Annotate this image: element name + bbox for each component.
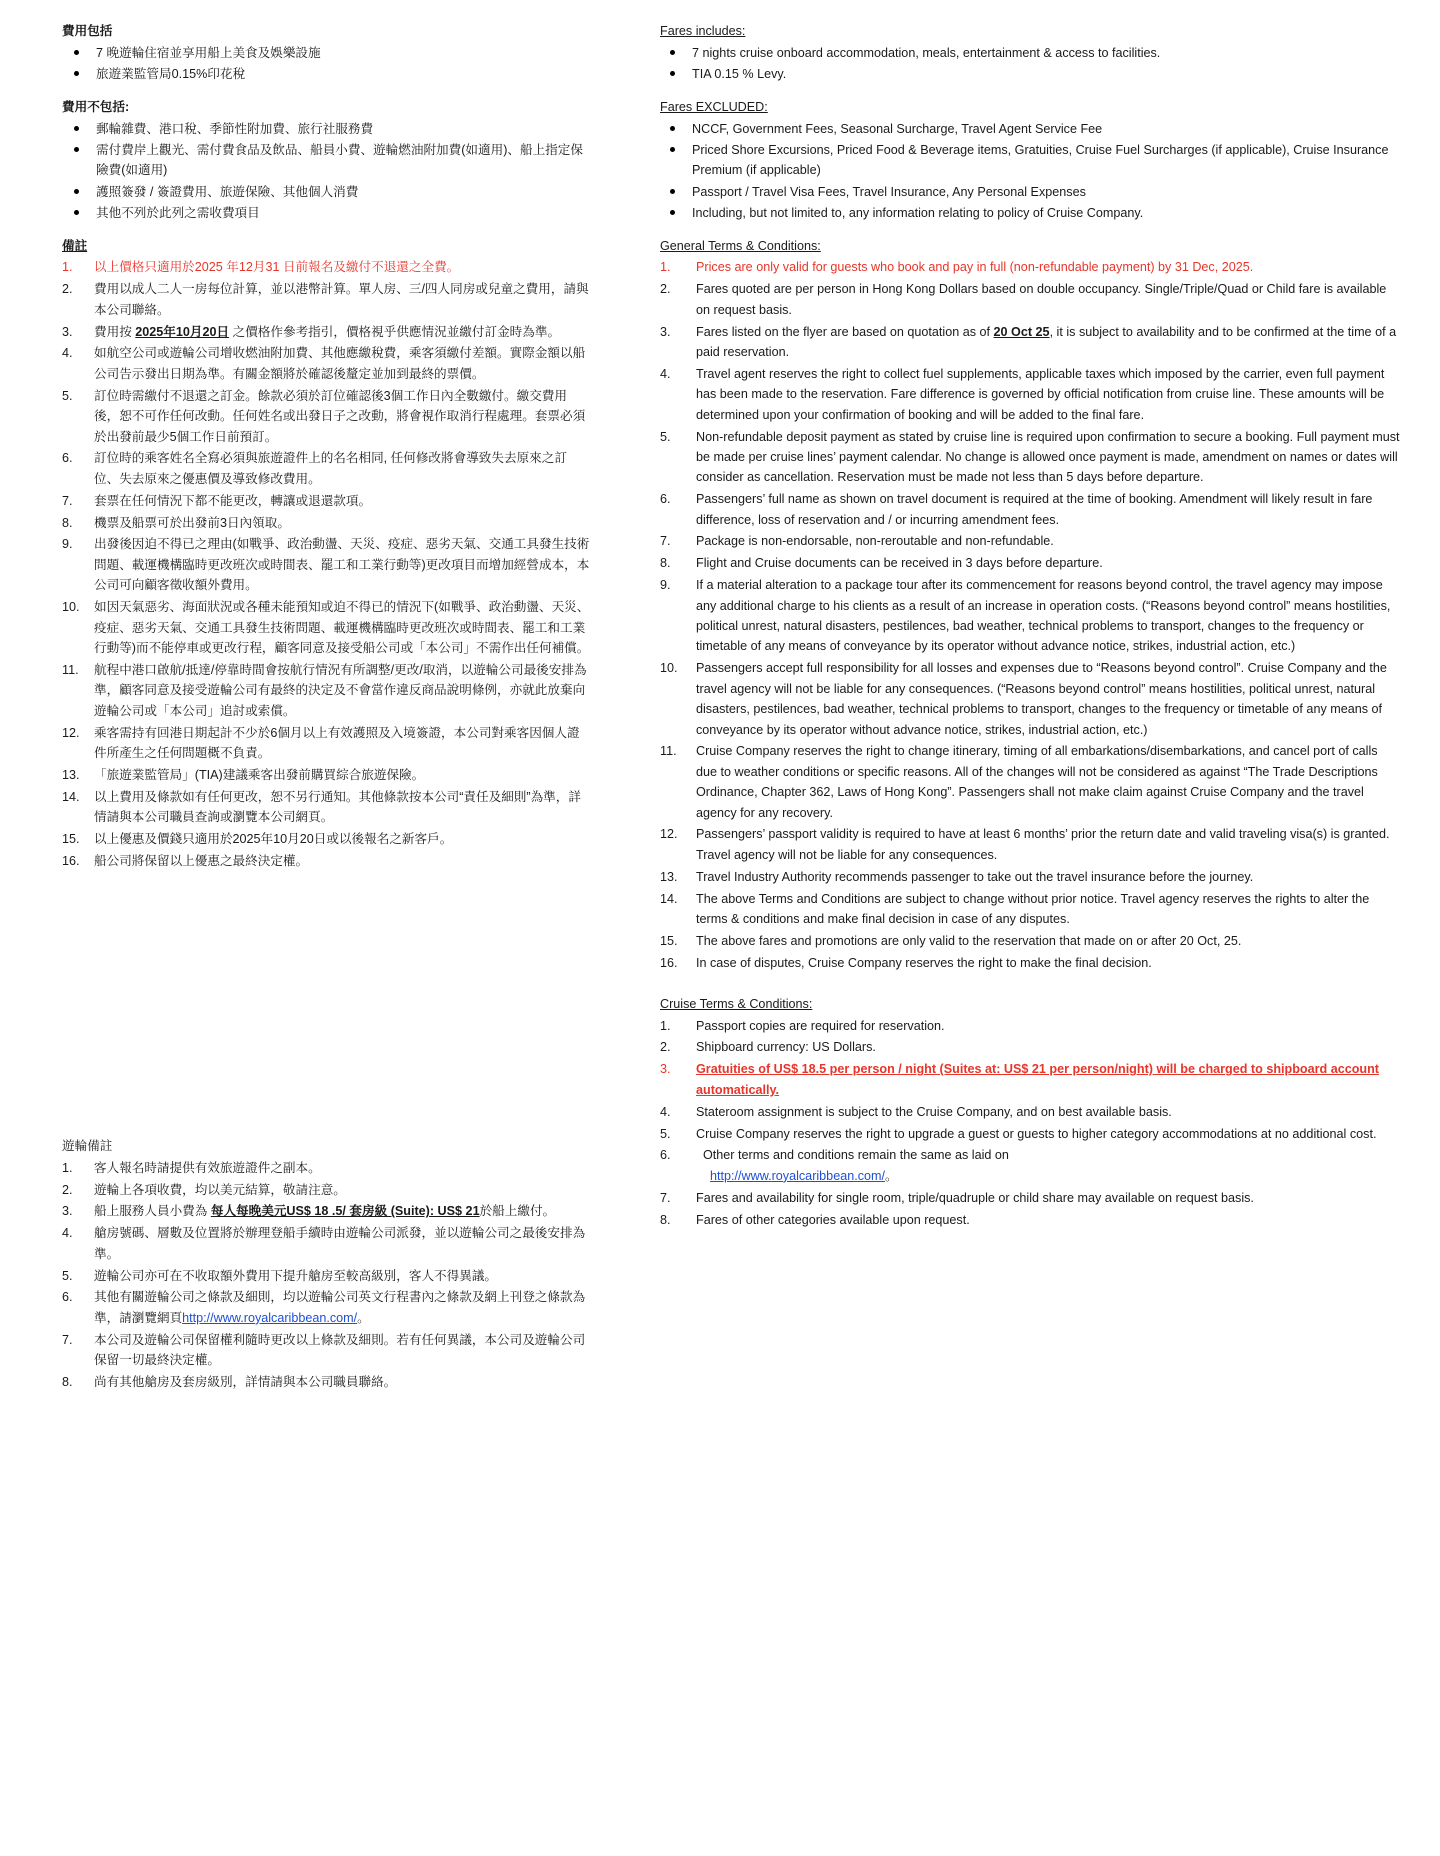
list-item: 旅遊業監管局0.15%印花稅: [62, 64, 592, 84]
list-number: 3.: [660, 1062, 671, 1077]
fares-includes-list-en: [660, 43, 1400, 85]
list-number: 9.: [660, 578, 671, 593]
right-column: [660, 22, 1400, 1856]
list-item: [660, 1059, 1400, 1100]
list-item: [660, 1102, 1400, 1122]
list-text: Flight and Cruise documents can be received in 3 days before departure.: [696, 556, 1103, 571]
list-number: 2.: [62, 1182, 73, 1197]
list-item: [660, 553, 1400, 573]
list-text: 訂位時的乘客姓名全寫必須與旅遊證件上的名名相同, 任何修改將會導致失去原來之訂位、失去原來之優惠價及導致修改費用。: [94, 451, 567, 486]
quote-date-zh: 2025年10月20日: [135, 324, 230, 339]
list-number: 16.: [62, 853, 80, 868]
list-text: 艙房號碼、層數及位置將於辦理登船手續時由遊輪公司派發，並以遊輪公司之最後安排為準。: [94, 1226, 586, 1261]
list-text: If a material alteration to a package tour after its commencement for reasons beyond control, the travel agency may impose any additional charge to his clients as a result of an increase in operation costs. (“Reasons beyond control” means hostilities, political unrest, natural disasters, pestilences, bad weather, technical problems to transport, changes to the frequency or timetable of any means of conveyance by its operator without advance notice, strikes, industrial action, etc.): [696, 578, 1391, 654]
list-text: The above fares and promotions are only valid to the reservation that made on or after 20 Oct, 25.: [696, 933, 1242, 948]
list-item: [660, 824, 1400, 865]
list-number: 1.: [660, 260, 671, 275]
list-number: 12.: [660, 827, 678, 842]
cruise-term-6-text: Other terms and conditions remain the same as laid on: [703, 1148, 1009, 1163]
remarks-heading-zh: 備註: [62, 238, 88, 253]
list-text: 遊輪上各項收費，均以美元結算，敬請注意。: [94, 1182, 346, 1197]
list-text: Fares quoted are per person in Hong Kong Dollars based on double occupancy. Single/Triple/Quad or Child fare is available on request basis.: [696, 282, 1387, 317]
list-item: [660, 575, 1400, 657]
list-number: 4.: [62, 346, 73, 361]
list-text: Stateroom assignment is subject to the Cruise Company, and on best available basis.: [696, 1104, 1172, 1119]
list-number: 6.: [660, 492, 671, 507]
cruise-terms-list: [660, 1016, 1400, 1230]
list-text: 費用以成人二人一房每位計算，並以港幣計算。單人房、三/四人同房或兒童之費用，請與本公司聯絡。: [94, 282, 589, 317]
list-number: 7.: [62, 493, 73, 508]
list-number: 7.: [660, 534, 671, 549]
spacer: [62, 225, 592, 237]
list-number: 1.: [62, 260, 73, 275]
list-item: Including, but not limited to, any information relating to policy of Cruise Company.: [660, 203, 1400, 223]
general-terms-heading: General Terms & Conditions:: [660, 238, 821, 253]
list-item: [660, 1188, 1400, 1208]
list-item: [660, 1037, 1400, 1057]
list-text: 本公司及遊輪公司保留權利隨時更改以上條款及細則。若有任何異議，本公司及遊輪公司保留一切最終決定權。: [94, 1332, 586, 1368]
list-item: [62, 257, 592, 277]
list-number: 7.: [62, 1332, 73, 1347]
list-item: 其他不列於此列之需收費項目: [62, 203, 592, 223]
list-item: 7 晚遊輪住宿並享用船上美食及娛樂設施: [62, 43, 592, 63]
list-text: 船公司將保留以上優惠之最終決定權。: [94, 853, 309, 868]
list-item: [62, 1201, 592, 1221]
fares-includes-heading-en: Fares includes:: [660, 24, 746, 38]
list-number: 6.: [660, 1148, 671, 1163]
list-number: 12.: [62, 725, 80, 740]
list-number: 15.: [62, 831, 80, 846]
list-item: [62, 1266, 592, 1286]
list-item: [62, 723, 592, 764]
list-item: TIA 0.15 % Levy.: [660, 64, 1400, 84]
list-text: 訂位時需繳付不退還之訂金。餘款必須於訂位確認後3個工作日內全數繳付。繳交費用後，恕不可作任何改動。任何姓名或出發日子之改動，將會視作取消行程處理。套票必須於出發前最少5個工作日前預訂。: [94, 388, 586, 444]
spacer: [660, 86, 1400, 98]
list-number: 16.: [660, 955, 678, 970]
list-text: Cruise Company reserves the right to upgrade a guest or guests to higher category accommodations at no additional cost.: [696, 1126, 1377, 1141]
list-text: 乘客需持有回港日期起計不少於6個月以上有效護照及入境簽證，本公司對乘客因個人證件所產生之任何問題概不負責。: [94, 725, 580, 760]
list-text: Fares listed on the flyer are based on quotation as of 20 Oct 25, it is subject to availability and to be confirmed at the time of a paid reservation.: [696, 324, 1397, 359]
list-number: 3.: [660, 324, 671, 339]
list-text: Travel agent reserves the right to collect fuel supplements, applicable taxes which imposed by the carrier, even full payment has been made to the reservation. Fare difference is governed by official notification from cruise line. These amounts will be determined upon your confirmation of booking and will be added to the final fare.: [696, 366, 1385, 422]
list-item: [62, 513, 592, 533]
list-item: [660, 1124, 1400, 1144]
list-number: 11.: [660, 744, 677, 759]
list-item: [660, 867, 1400, 887]
spacer: [62, 86, 592, 98]
list-item: [62, 1330, 592, 1371]
list-item: [660, 279, 1400, 320]
list-text: 出發後因迫不得已之理由(如戰爭、政治動盪、天災、疫症、惡劣天氣、交通工具發生技術問題、載運機構臨時更改班次或時間表、罷工和工業行動等)更改項目而增加經營成本，本公司可向顧客徵收額外費用。: [94, 537, 590, 593]
cruise-remarks-heading-zh: 遊輪備註: [62, 1138, 113, 1153]
list-item: [660, 257, 1400, 277]
list-text: Fares of other categories available upon request.: [696, 1212, 970, 1227]
list-item: [62, 1287, 592, 1328]
cruise-terms-heading: Cruise Terms & Conditions:: [660, 996, 813, 1011]
list-item: [62, 765, 592, 785]
list-item: [660, 741, 1400, 823]
list-item: [62, 1158, 592, 1178]
list-text: Prices are only valid for guests who book and pay in full (non-refundable payment) by 31 Dec, 2025.: [696, 260, 1254, 275]
spacer: [660, 225, 1400, 237]
fares-excluded-heading-zh: 費用不包括:: [62, 99, 130, 114]
cruise-remarks-list-zh: [62, 1158, 592, 1393]
list-text: 以上價格只適用於2025 年12月31 日前報名及繳付不退還之全費。: [94, 260, 460, 275]
list-number: 5.: [660, 1126, 671, 1141]
list-text: 航程中港口啟航/抵達/停靠時間會按航行情況有所調整/更改/取消，以遊輪公司最後安排為準，顧客同意及接受遊輪公司有最終的決定及不會當作違反商品說明條例，亦就此放棄向遊輪公司或「本公司」追討或索償。: [94, 662, 587, 718]
list-text: 機票及船票可於出發前3日內領取。: [94, 515, 290, 530]
list-item: [660, 1210, 1400, 1230]
list-number: 3.: [62, 1204, 73, 1219]
royalcaribbean-link-en[interactable]: http://www.royalcaribbean.com/: [710, 1168, 885, 1183]
list-item: [660, 364, 1400, 425]
list-number: 2.: [660, 1040, 671, 1055]
list-number: 10.: [62, 600, 80, 615]
list-number: 5.: [62, 388, 73, 403]
list-item: [62, 343, 592, 384]
list-item: [62, 1372, 592, 1392]
general-terms-list: [660, 257, 1400, 973]
list-item: 7 nights cruise onboard accommodation, meals, entertainment & access to facilities.: [660, 43, 1400, 63]
left-column: [62, 22, 602, 1856]
list-number: 14.: [660, 891, 678, 906]
column-gap: [602, 22, 660, 1856]
fares-excluded-list-en: [660, 119, 1400, 224]
list-text: Cruise Company reserves the right to change itinerary, timing of all embarkations/disembarkations, and cancel port of calls due to weather conditions or specific reasons. All of the changes will not be considered as against “The Trade Descriptions Ordinance, Chapter 362, Laws of Hong Kong”. Passengers shall not make claim against Cruise Company and the travel agency for any recovery.: [696, 744, 1378, 820]
list-number: 15.: [660, 933, 678, 948]
list-text: 如因天氣惡劣、海面狀況或各種未能預知或迫不得已的情況下(如戰爭、政治動盪、天災、疫症、惡劣天氣、交通工具發生技術問題、載運機構臨時更改班次或時間表、罷工和工業行動等)而不能停車或更改行程，顧客同意及接受船公司或「本公司」不需作出任何補償。: [94, 600, 590, 655]
list-text: 「旅遊業監管局」(TIA)建議乘客出發前購買綜合旅遊保險。: [94, 767, 425, 782]
list-item: [660, 531, 1400, 551]
list-number: 4.: [62, 1226, 73, 1241]
list-item: [62, 660, 592, 721]
list-text: 如航空公司或遊輪公司增收燃油附加費、其他應繳稅費，乘客須繳付差額。實際金額以船公司告示發出日期為準。有關金額將於確認後釐定並加到最終的票價。: [94, 346, 586, 381]
list-item: Priced Shore Excursions, Priced Food & Beverage items, Gratuities, Cruise Fuel Surcharges (if applicable), Cruise Insurance Premium (if applicable): [660, 140, 1400, 181]
remarks-list-zh: [62, 257, 592, 871]
list-text: 以上優惠及價錢只適用於2025年10月20日或以後報名之新客戶。: [94, 831, 453, 846]
list-number: 8.: [660, 1212, 671, 1227]
list-text: Passengers’ full name as shown on travel document is required at the time of booking. Amendment will likely result in fare difference, loss of reservation and / or incurring amendment fees.: [696, 492, 1373, 527]
list-item: [660, 953, 1400, 973]
list-item: [62, 491, 592, 511]
list-item: [62, 597, 592, 658]
cruise-term-6-suffix: 。: [885, 1168, 898, 1183]
list-text: In case of disputes, Cruise Company reserves the right to make the final decision.: [696, 955, 1152, 970]
gratuity-amount-zh: 每人每晚美元US$ 18 .5/ 套房級 (Suite): US$ 21: [210, 1204, 480, 1219]
list-item: [62, 787, 592, 828]
list-text: 費用按 2025年10月20日 之價格作參考指引，價格視乎供應情況並繳付訂金時為準。: [94, 324, 561, 339]
fares-includes-list-zh: [62, 43, 592, 85]
list-number: 9.: [62, 537, 73, 552]
list-text: Fares and availability for single room, triple/quadruple or child share may available on request basis.: [696, 1190, 1254, 1205]
list-text: [696, 1148, 1009, 1182]
list-item: 需付費岸上觀光、需付費食品及飲品、船員小費、遊輪燃油附加費(如適用)、船上指定保險費(如適用): [62, 140, 592, 181]
list-item: [660, 322, 1400, 363]
cruise-note-6-suffix: 。: [357, 1310, 370, 1325]
list-text: Passengers accept full responsibility for all losses and expenses due to “Reasons beyond control”. Cruise Company and the travel agency will not be liable for any consequences. (“Reasons beyond control” means hostilities, political unrest, natural disasters, pestilences, bad weather, technical problems to transport, changes to the frequency or timetable of any means of conveyance by its operator without advance notice, strikes, industrial action, etc.): [696, 661, 1387, 737]
list-item: 護照簽發 / 簽證費用、旅遊保險、其他個人消費: [62, 182, 592, 202]
list-item: [62, 386, 592, 447]
list-number: 8.: [62, 1375, 73, 1390]
list-item: 郵輪雜費、港口稅、季節性附加費、旅行社服務費: [62, 119, 592, 139]
list-number: 14.: [62, 789, 80, 804]
list-number: 4.: [660, 366, 671, 381]
list-number: 1.: [660, 1018, 671, 1033]
cruise-note-6-prefix: 其他有關遊輪公司之條款及細則，均以遊輪公司英文行程書內之條款及網上刊登之條款為準，請瀏覽網頁: [94, 1290, 586, 1325]
list-item: Passport / Travel Visa Fees, Travel Insurance, Any Personal Expenses: [660, 182, 1400, 202]
list-item: [660, 489, 1400, 530]
list-number: 3.: [62, 324, 73, 339]
spacer: [660, 975, 1400, 995]
list-text: The above Terms and Conditions are subject to change without prior notice. Travel agency reserves the rights to alter the terms & conditions and make final decision in case of any disputes.: [696, 891, 1370, 927]
fares-excluded-list-zh: [62, 119, 592, 224]
list-number: 11.: [62, 662, 79, 677]
list-text: Travel Industry Authority recommends passenger to take out the travel insurance before the journey.: [696, 869, 1254, 884]
list-number: 7.: [660, 1190, 671, 1205]
quote-date-en: 20 Oct 25: [993, 324, 1050, 339]
list-text: Passengers’ passport validity is required to have at least 6 months’ prior the return date and valid traveling visa(s) is granted. Travel agency will not be liable for any consequences.: [696, 827, 1390, 862]
list-item: [660, 1145, 1400, 1186]
list-number: 2.: [62, 282, 73, 297]
list-item: [62, 1180, 592, 1200]
list-text: 船上服務人員小費為 每人每晚美元US$ 18 .5/ 套房級 (Suite): US$ 21於船上繳付。: [94, 1204, 556, 1219]
list-item: [660, 427, 1400, 488]
list-number: 2.: [660, 282, 671, 297]
list-item: [62, 851, 592, 871]
list-text: Package is non-endorsable, non-reroutable and non-refundable.: [696, 534, 1054, 549]
list-number: 6.: [62, 451, 73, 466]
list-number: 13.: [62, 767, 80, 782]
fares-excluded-heading-en: Fares EXCLUDED:: [660, 99, 768, 114]
list-text: 以上費用及條款如有任何更改，恕不另行通知。其他條款按本公司“責任及細則”為準，詳情請與本公司職員查詢或瀏覽本公司網頁。: [94, 789, 581, 825]
list-number: 8.: [660, 556, 671, 571]
list-text: [94, 1290, 585, 1324]
list-number: 4.: [660, 1104, 671, 1119]
list-item: NCCF, Government Fees, Seasonal Surcharge, Travel Agent Service Fee: [660, 119, 1400, 139]
royalcaribbean-link-zh[interactable]: http://www.royalcaribbean.com/: [182, 1310, 358, 1325]
list-item: [62, 1223, 592, 1264]
list-number: 1.: [62, 1160, 73, 1175]
list-text: Passport copies are required for reservation.: [696, 1018, 945, 1033]
list-item: [660, 658, 1400, 740]
list-item: [660, 931, 1400, 951]
list-item: [62, 322, 592, 342]
list-number: 5.: [660, 429, 671, 444]
list-text: 套票在任何情況下都不能更改，轉讓或退還款項。: [94, 493, 372, 508]
list-text: Gratuities of US$ 18.5 per person / night (Suites at: US$ 21 per person/night) will be charged to shipboard account automatically.: [696, 1062, 1379, 1097]
list-number: 8.: [62, 515, 73, 530]
list-text: Shipboard currency: US Dollars.: [696, 1040, 876, 1055]
list-number: 6.: [62, 1290, 73, 1305]
fares-includes-heading-zh: 費用包括: [62, 24, 113, 38]
list-item: [62, 534, 592, 595]
list-text: Non-refundable deposit payment as stated by cruise line is required upon confirmation to secure a booking. Full payment must be made per cruise lines’ payment calendar. No change is allowed once payment is made, amendment on names or dates will consider as cancellation. Reservation must be made not less than 5 days before departure.: [696, 429, 1400, 485]
list-text: 客人報名時請提供有效旅遊證件之副本。: [94, 1160, 321, 1175]
list-text: 尚有其他艙房及套房級別，詳情請與本公司職員聯絡。: [94, 1375, 397, 1390]
list-number: 10.: [660, 661, 678, 676]
list-number: 13.: [660, 869, 678, 884]
list-number: 5.: [62, 1268, 73, 1283]
list-item: [660, 889, 1400, 930]
list-text: 遊輪公司亦可在不收取額外費用下提升艙房至較高級別，客人不得異議。: [94, 1268, 497, 1283]
list-item: [660, 1016, 1400, 1036]
list-item: [62, 829, 592, 849]
list-item: [62, 279, 592, 320]
list-item: [62, 448, 592, 489]
spacer: [62, 873, 592, 1137]
